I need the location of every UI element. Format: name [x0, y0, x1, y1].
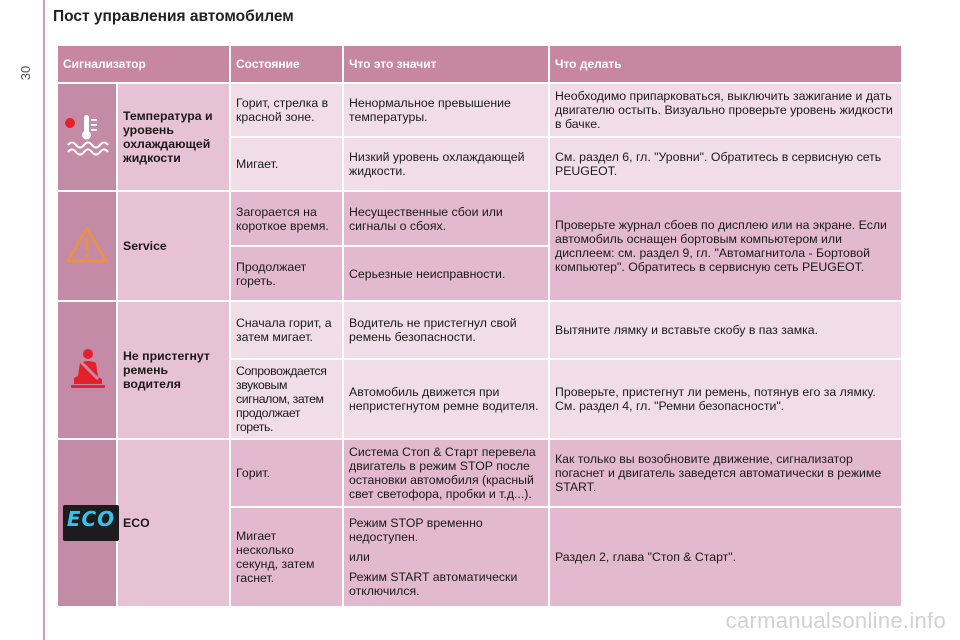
- header-state: Состояние: [230, 45, 343, 83]
- header-signal: Сигнализатор: [57, 45, 230, 83]
- action-cell: Необходимо припарковаться, выключить зажигание и дать двигателю остыть. Визуально проверьте уровень жидкости в бачке.: [549, 83, 902, 137]
- meaning-cell: Система Стоп & Старт перевела двигатель в режим STOP после остановки автомобиля (красный свет светофора, пробки и т.д...).: [343, 439, 549, 507]
- header-action: Что делать: [549, 45, 902, 83]
- state-cell: Горит, стрелка в красной зоне.: [230, 83, 343, 137]
- coolant-temperature-icon: [64, 112, 110, 163]
- action-cell: См. раздел 6, гл. "Уровни". Обратитесь в сервисную сеть PEUGEOT.: [549, 137, 902, 191]
- signal-name-service: Service: [117, 191, 230, 301]
- margin-rule: [43, 0, 45, 640]
- seatbelt-icon: [67, 347, 107, 394]
- signal-name-coolant: Температура и уровень охлаждающей жидкости: [117, 83, 230, 191]
- action-cell: Вытяните лямку и вставьте скобу в паз замка.: [549, 301, 902, 359]
- seatbelt-icon-cell: [57, 301, 117, 439]
- meaning-cell: Серьезные неисправности.: [343, 246, 549, 301]
- eco-icon-cell: [57, 439, 117, 607]
- state-cell: Загорается на короткое время.: [230, 191, 343, 246]
- table-row: [57, 83, 902, 137]
- meaning-or: или: [349, 550, 370, 564]
- state-cell: Мигает.: [230, 137, 343, 191]
- signal-name-eco: ECO: [117, 439, 230, 607]
- action-cell: Раздел 2, глава "Стоп & Старт".: [549, 507, 902, 607]
- table-row: [57, 439, 902, 507]
- state-cell: Сначала горит, а затем мигает.: [230, 301, 343, 359]
- header-meaning: Что это значит: [343, 45, 549, 83]
- meaning-cell: Низкий уровень охлаждающей жидкости.: [343, 137, 549, 191]
- signals-table: [56, 44, 903, 608]
- meaning-line: Режим STOP временно недоступен.: [349, 516, 483, 544]
- meaning-cell: Автомобиль движется при непристегнутом ремне водителя.: [343, 359, 549, 439]
- meaning-cell: [343, 507, 549, 607]
- page-number: 30: [18, 65, 33, 81]
- meaning-line: Режим START автоматически отключился.: [349, 570, 518, 598]
- state-cell: Сопровождается звуковым сигналом, затем продолжает гореть.: [230, 359, 343, 439]
- state-cell: Мигает несколько секунд, затем гаснет.: [230, 507, 343, 607]
- coolant-icon-cell: [57, 83, 117, 191]
- state-cell: Продолжает гореть.: [230, 246, 343, 301]
- action-cell: Как только вы возобновите движение, сигнализатор погаснет и двигатель заведется автоматически в режиме START.: [549, 439, 902, 507]
- meaning-cell: Водитель не пристегнул свой ремень безопасности.: [343, 301, 549, 359]
- action-cell: Проверьте журнал сбоев по дисплею или на экране. Если автомобиль оснащен бортовым компьютером или дисплеем: см. раздел 9, гл. "Автомагнитола - Бортовой компьютер". Обратитесь в сервисную сеть PEUGEOT.: [549, 191, 902, 301]
- meaning-cell: Несущественные сбои или сигналы о сбоях.: [343, 191, 549, 246]
- table-header-row: [57, 45, 902, 83]
- watermark: carmanualsonline.info: [725, 608, 946, 633]
- table-row: [57, 191, 902, 246]
- page-title: Пост управления автомобилем: [53, 8, 294, 25]
- service-warning-icon: [65, 225, 109, 268]
- service-icon-cell: [57, 191, 117, 301]
- meaning-cell: Ненормальное превышение температуры.: [343, 83, 549, 137]
- action-cell: Проверьте, пристегнут ли ремень, потянув его за лямку. См. раздел 4, гл. "Ремни безопасности".: [549, 359, 902, 439]
- state-cell: Горит.: [230, 439, 343, 507]
- signal-name-seatbelt: Не пристегнут ремень водителя: [117, 301, 230, 439]
- eco-icon: ECO: [63, 505, 119, 541]
- table-row: [57, 301, 902, 359]
